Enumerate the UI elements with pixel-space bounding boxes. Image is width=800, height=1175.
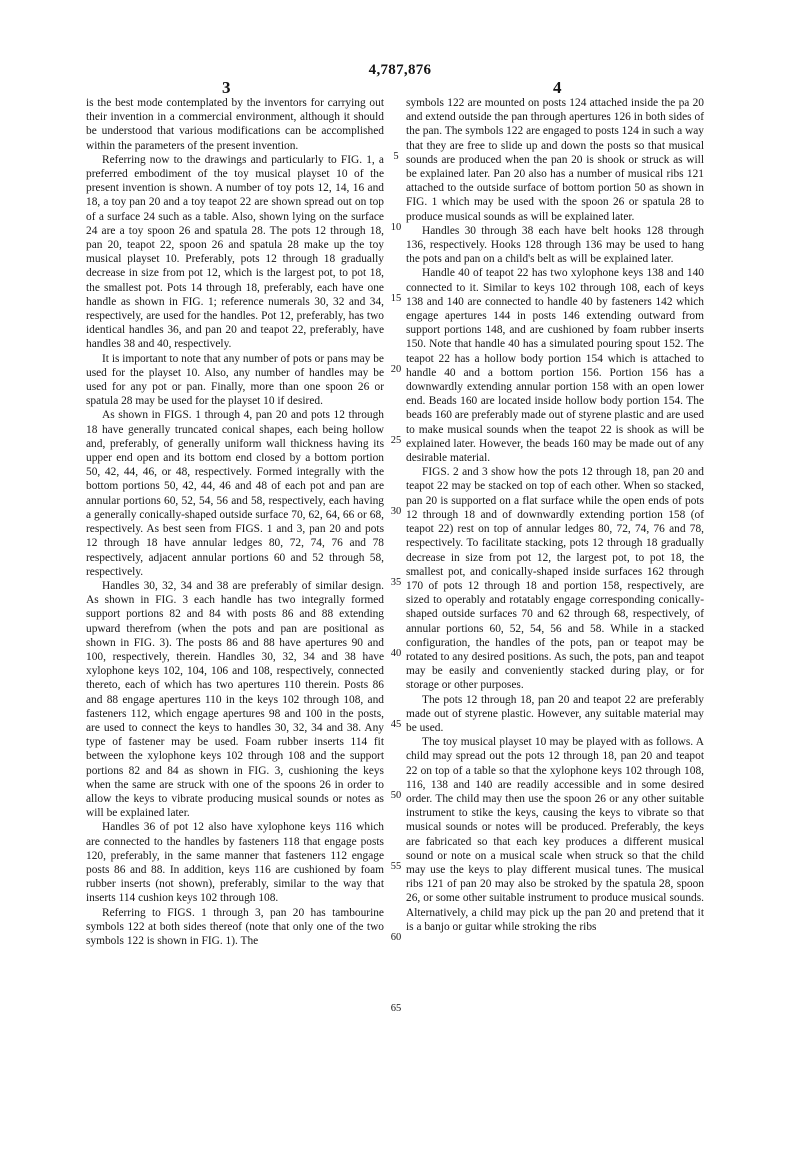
paragraph: Handles 30, 32, 34 and 38 are preferably of similar design. As shown in FIG. 3 each handle has two integrally formed support portions 82 and 84 with posts 86 and 88 extending upward therefrom (when the pots and pan are positional as shown in FIG. 3). The posts 86 and 88 have apertures 90 and 100, respectively, therein. Handles 30, 32, 34 and 38 have xylophone keys 102, 104, 106 and 108, respectively, connected thereto, each of which has two apertures 110 therein. Posts 86 and 88 engage apertures 110 in the keys 102 through 108, and fasteners 112, which engage apertures 98 and 100 in the posts, are used to connect the keys to handles 30, 32, 34 and 38. Any type of fastener may be used. Foam rubber inserts 114 fit between the xylophone keys 102 through 108 and the support portions 82 and 84 as shown in FIG. 3, cushioning the keys when the same are struck with one of the spoons 26 in order to allow the keys to vibrate producing musical sounds or notes as will be explained later. [86,579,384,820]
patent-number: 4,787,876 [368,62,432,78]
paragraph: is the best mode contemplated by the inventors for carrying out their invention in a commercial environment, although it should be understood that various modifications can be accomplished within the parameters of the present invention. [86,97,384,152]
paragraph: Referring to FIGS. 1 through 3, pan 20 has tambourine symbols 122 at both sides thereof (note that only one of the two symbols 122 is shown in FIG. 1). The [86,906,384,947]
line-number: 20 [390,364,402,375]
line-number: 60 [390,932,402,943]
paragraph: It is important to note that any number of pots or pans may be used for the playset 10. Also, any number of handles may be used for any pot or pan. Finally, more than one spoon 26 or spatula 28 may be used for the playset 10 if desired. [86,352,384,408]
line-number: 15 [390,293,402,304]
paragraph: Handles 30 through 38 each have belt hooks 128 through 136, respectively. Hooks 128 through 136 may be used to hang the pots and pan on a child's belt as will be explained later. [406,224,704,266]
line-number: 30 [390,506,402,517]
line-number: 25 [390,435,402,446]
line-number: 5 [393,151,399,162]
line-number: 35 [390,577,402,588]
paragraph: symbols 122 are mounted on posts 124 attached inside the pa 20 and extend outside the pan through apertures 126 in both sides of the pan. The symbols 122 are engaged to posts 124 in such a way that they are free to slide up and down the posts so that musical sounds are produced when the pan 20 is shook or struck as will be explained later. Pan 20 also has a number of musical ribs 121 attached to the outside surface of bottom portion 50 as shown in FIG. 1 which may be used with the spoon 26 or spatula 28 to produce musical sounds as will be explained later. [406,97,704,223]
left-text-column [86,96,384,948]
line-number: 55 [390,861,402,872]
paragraph: FIGS. 2 and 3 show how the pots 12 through 18, pan 20 and teapot 22 may be stacked on top of each other. When so stacked, pan 20 is supported on a flat surface while the open ends of pots 12 through 18 and of downwardly extending portion 158 (of teapot 22) rest on top of annular ledges 80, 72, 74, 76 and 78, respectively. To facilitate stacking, pots 12 through 18 gradually decrease in size from pot 12, the largest pot, to pot 18, the smallest pot, and conically-shaped inside surfaces 162 through 170 of pots 12 through 18 and portion 158, respectively, are sized to operably and rotatably engage corresponding conically-shaped outside surfaces 70 and 62 through 68, respectively, of annular portions 60, 52, 54, 56 and 58. While in a stacked configuration, the handles of the pots, pan or teapot may be rotated to any desired positions. As such, the pots, pan and teapot may be easily and conveniently stacked during play, or for storage or other purposes. [406,466,704,692]
line-number: 65 [390,1003,402,1014]
paragraph: The pots 12 through 18, pan 20 and teapot 22 are preferably made out of styrene plastic. However, any suitable material may be used. [406,693,704,734]
line-number: 45 [390,719,402,730]
right-column-number: 4 [553,78,562,97]
line-number: 50 [390,790,402,801]
right-text-column [406,96,704,934]
line-number: 40 [390,648,402,659]
paragraph: Referring now to the drawings and particularly to FIG. 1, a preferred embodiment of the toy musical playset 10 of the present invention is shown. A number of toy pots 12, 14, 16 and 18, a toy pan 20 and a toy teapot 22 are shown spread out on top of a surface 24 such as a table. Also, shown lying on the surface 24 are a toy spoon 26 and spatula 28. The pots 12 through 18, pan 20, teapot 22, spoon 26 and spatula 28 make up the toy musical playset 10. Preferably, pots 12 through 18 gradually decrease in size from pot 12, which is the largest pot, to pot 18, the smallest pot. Pots 14 through 18, preferably, each have one handle as shown in FIG. 1; reference numerals 30, 32 and 34, respectively, are used for the handles. Pot 12, preferably, has two identical handles 36, and pan 20 and teapot 22, preferably, have handles 38 and 40, respectively. [86,153,384,351]
paragraph: As shown in FIGS. 1 through 4, pan 20 and pots 12 through 18 have generally truncated conical shapes, each being hollow and, preferably, of generally uniform wall thickness having its upper end open and its bottom end closed by a bottom portion 50, 42, 44, 46, or 48, respectively. Formed integrally with the bottom portions 50, 42, 44, 46 and 48 of each pot and pan are annular portions 60, 52, 54, 56 and 58, respectively, each having a generally conically-shaped outside surface 70, 62, 64, 66 or 68, respectively. As best seen from FIGS. 1 and 3, pan 20 and pots 12 through 18 have annular ledges 80, 72, 74, 76 and 78 respectively, adjacent annular portions 60 and 52 through 58, respectively. [86,409,384,578]
paragraph: Handles 36 of pot 12 also have xylophone keys 116 which are connected to the handles by fasteners 118 that engage posts 120, preferably, in the same manner that fasteners 112 engage posts 86 and 88. In addition, keys 116 are cushioned by foam rubber inserts (not shown), preferably, similar to the way that inserts 114 cushion keys 102 through 108. [86,821,384,905]
line-number: 10 [390,222,402,233]
paragraph: The toy musical playset 10 may be played with as follows. A child may spread out the pots 12 through 18, pan 20 and teapot 22 on top of a table so that the xylophone keys 102 through 108, 116, 138 and 140 are readily accessible and in some desired order. The child may then use the spoon 26 or any other suitable instrument to stike the keys, causing the keys to vibrate so that musical sounds or notes will be produced. Preferably, the keys are fabricated so that each key produces a different musical sound or note on a musical scale when struck so that the child may use the keys to play different musical tunes. The musical ribs 121 of pan 20 may also be stroked by the spatula 28, spoon 26, or some other suitable instrument to produce musical sounds. Alternatively, a child may pick up the pan 20 and pretend that it is a banjo or guitar while stroking the ribs [406,736,704,933]
left-column-number: 3 [222,78,231,97]
paragraph: Handle 40 of teapot 22 has two xylophone keys 138 and 140 connected to it. Similar to keys 102 through 108, each of keys 138 and 140 are connected to handle 40 by fasteners 142 which engage apertures 144 in posts 146 extending outward from support portions 148, and are cushioned by foam rubber inserts 150. Note that handle 40 has a simulated pouring spout 152. The teapot 22 has a hollow body portion 154 which is attached to handle 40 and a bottom portion 156. Portion 156 has a downwardly extending annular portion 158 with an open lower end. Beads 160 are located inside hollow body portion 154. The beads 160 are preferably made out of styrene plastic and are used to make musical sounds when the teapot 22 is shook as will be explained later. However, the beads 160 may be made out of any desirable material. [406,267,704,465]
